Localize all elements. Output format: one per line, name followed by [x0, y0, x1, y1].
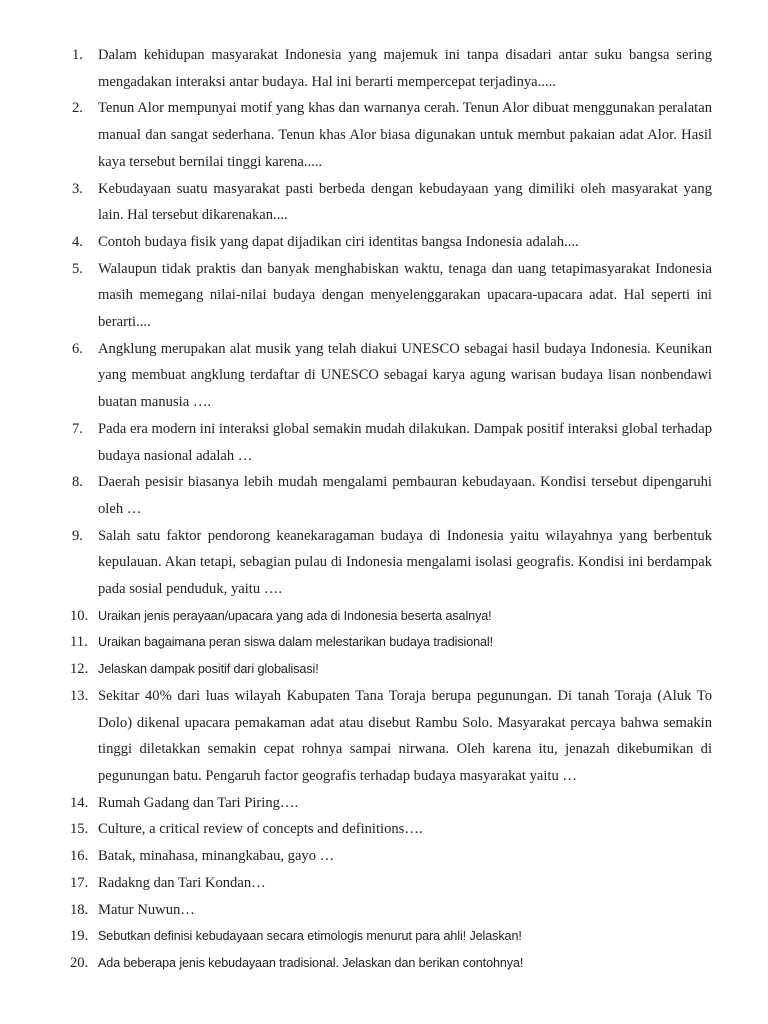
question-text: Culture, a critical review of concepts and definitions….: [98, 821, 423, 838]
question-item: [70, 790, 712, 817]
question-text: Uraikan bagaimana peran siswa dalam melestarikan budaya tradisional!: [98, 635, 494, 650]
question-text: Contoh budaya fisik yang dapat dijadikan ciri identitas bangsa Indonesia adalah....: [98, 233, 579, 250]
question-number: 5.: [72, 260, 83, 277]
question-number: 16.: [70, 848, 89, 865]
question-text: Walaupun tidak praktis dan banyak menghabiskan waktu, tenaga dan uang tetapimasyarakat Indonesia masih memegang nilai-nilai budaya dengan menyelenggarakan upacara-upacara adat. Hal seperti ini berarti....: [98, 260, 712, 331]
question-item: [72, 95, 712, 175]
question-number: 11.: [70, 634, 88, 651]
question-item: [72, 229, 712, 256]
question-number: 7.: [72, 420, 83, 437]
question-text: Ada beberapa jenis kebudayaan tradisional. Jelaskan dan berikan contohnya!: [98, 955, 524, 970]
question-item: [72, 256, 712, 336]
question-item: [70, 923, 712, 950]
question-text: Pada era modern ini interaksi global semakin mudah dilakukan. Dampak positif interaksi global terhadap budaya nasional adalah …: [98, 420, 712, 464]
question-number: 9.: [72, 527, 83, 544]
question-number: 8.: [72, 474, 83, 491]
question-number: 10.: [70, 607, 89, 624]
question-number: 14.: [70, 794, 89, 811]
question-number: 1.: [72, 47, 83, 63]
question-item: [70, 603, 712, 630]
question-text: Salah satu faktor pendorong keanekaragaman budaya di Indonesia yaitu wilayahnya yang berbentuk kepulauan. Akan tetapi, sebagian pulau di Indonesia mengalami isolasi geografis. Kondisi ini berdampak pada sosial penduduk, yaitu ….: [98, 527, 712, 598]
question-item: [70, 950, 712, 977]
question-item: [72, 523, 712, 603]
question-item: [72, 416, 712, 469]
question-text: Dalam kehidupan masyarakat Indonesia yang majemuk ini tanpa disadari antar suku bangsa sering mengadakan interaksi antar budaya. Hal ini berarti mempercepat terjadinya.....: [98, 47, 712, 90]
question-number: 12.: [70, 661, 89, 678]
question-item: [70, 870, 712, 897]
question-item: [70, 816, 712, 843]
question-text: Sebutkan definisi kebudayaan secara etimologis menurut para ahli! Jelaskan!: [98, 929, 522, 944]
question-item: [72, 336, 712, 416]
question-text: Uraikan jenis perayaan/upacara yang ada di Indonesia beserta asalnya!: [98, 608, 492, 623]
question-number: 17.: [70, 874, 89, 891]
question-text: Jelaskan dampak positif dari globalisasi!: [98, 662, 319, 677]
question-text: Radakng dan Tari Kondan…: [98, 874, 266, 891]
question-item: [70, 897, 712, 924]
question-number: 20.: [70, 954, 89, 971]
question-number: 13.: [70, 687, 89, 704]
question-number: 4.: [72, 233, 83, 250]
question-item: [70, 843, 712, 870]
question-number: 3.: [72, 180, 83, 197]
question-text: Rumah Gadang dan Tari Piring….: [98, 794, 299, 811]
question-item: [70, 629, 712, 656]
question-number: 6.: [72, 340, 83, 357]
question-number: 18.: [70, 901, 89, 918]
question-item: [70, 656, 712, 683]
question-item: [72, 469, 712, 522]
question-text: Kebudayaan suatu masyarakat pasti berbeda dengan kebudayaan yang dimiliki oleh masyarakat yang lain. Hal tersebut dikarenakan....: [98, 180, 712, 224]
question-item: [70, 683, 712, 790]
question-text: Batak, minahasa, minangkabau, gayo …: [98, 848, 335, 865]
question-number: 19.: [70, 928, 89, 945]
question-number: 2.: [72, 100, 83, 117]
question-text: Matur Nuwun…: [98, 901, 195, 918]
question-list: [70, 42, 712, 977]
question-text: Sekitar 40% dari luas wilayah Kabupaten Tana Toraja berupa pegunungan. Di tanah Toraja (Aluk To Dolo) dikenal upacara pemakaman adat atau disebut Rambu Solo. Masyarakat percaya bahwa semakin tinggi diletakkan semakin cepat rohnya sampai nirwana. Oleh karena itu, jenazah dikebumikan di pegunungan batu. Pengaruh factor geografis terhadap budaya masyarakat yaitu …: [98, 687, 712, 784]
question-number: 15.: [70, 821, 89, 838]
question-item: [72, 176, 712, 229]
question-text: Angklung merupakan alat musik yang telah diakui UNESCO sebagai hasil budaya Indonesia. Keunikan yang membuat angklung terdaftar di UNESCO sebagai karya agung warisan budaya lisan nonbendawi buatan manusia ….: [98, 340, 712, 411]
question-text: Tenun Alor mempunyai motif yang khas dan warnanya cerah. Tenun Alor dibuat menggunakan peralatan manual dan sangat sederhana. Tenun khas Alor biasa digunakan untuk membut pakaian adat Alor. Hasil kaya tersebut bernilai tinggi karena.....: [98, 100, 712, 170]
question-text: Daerah pesisir biasanya lebih mudah mengalami pembauran kebudayaan. Kondisi tersebut dipengaruhi oleh …: [98, 474, 712, 517]
question-item: [72, 42, 712, 95]
